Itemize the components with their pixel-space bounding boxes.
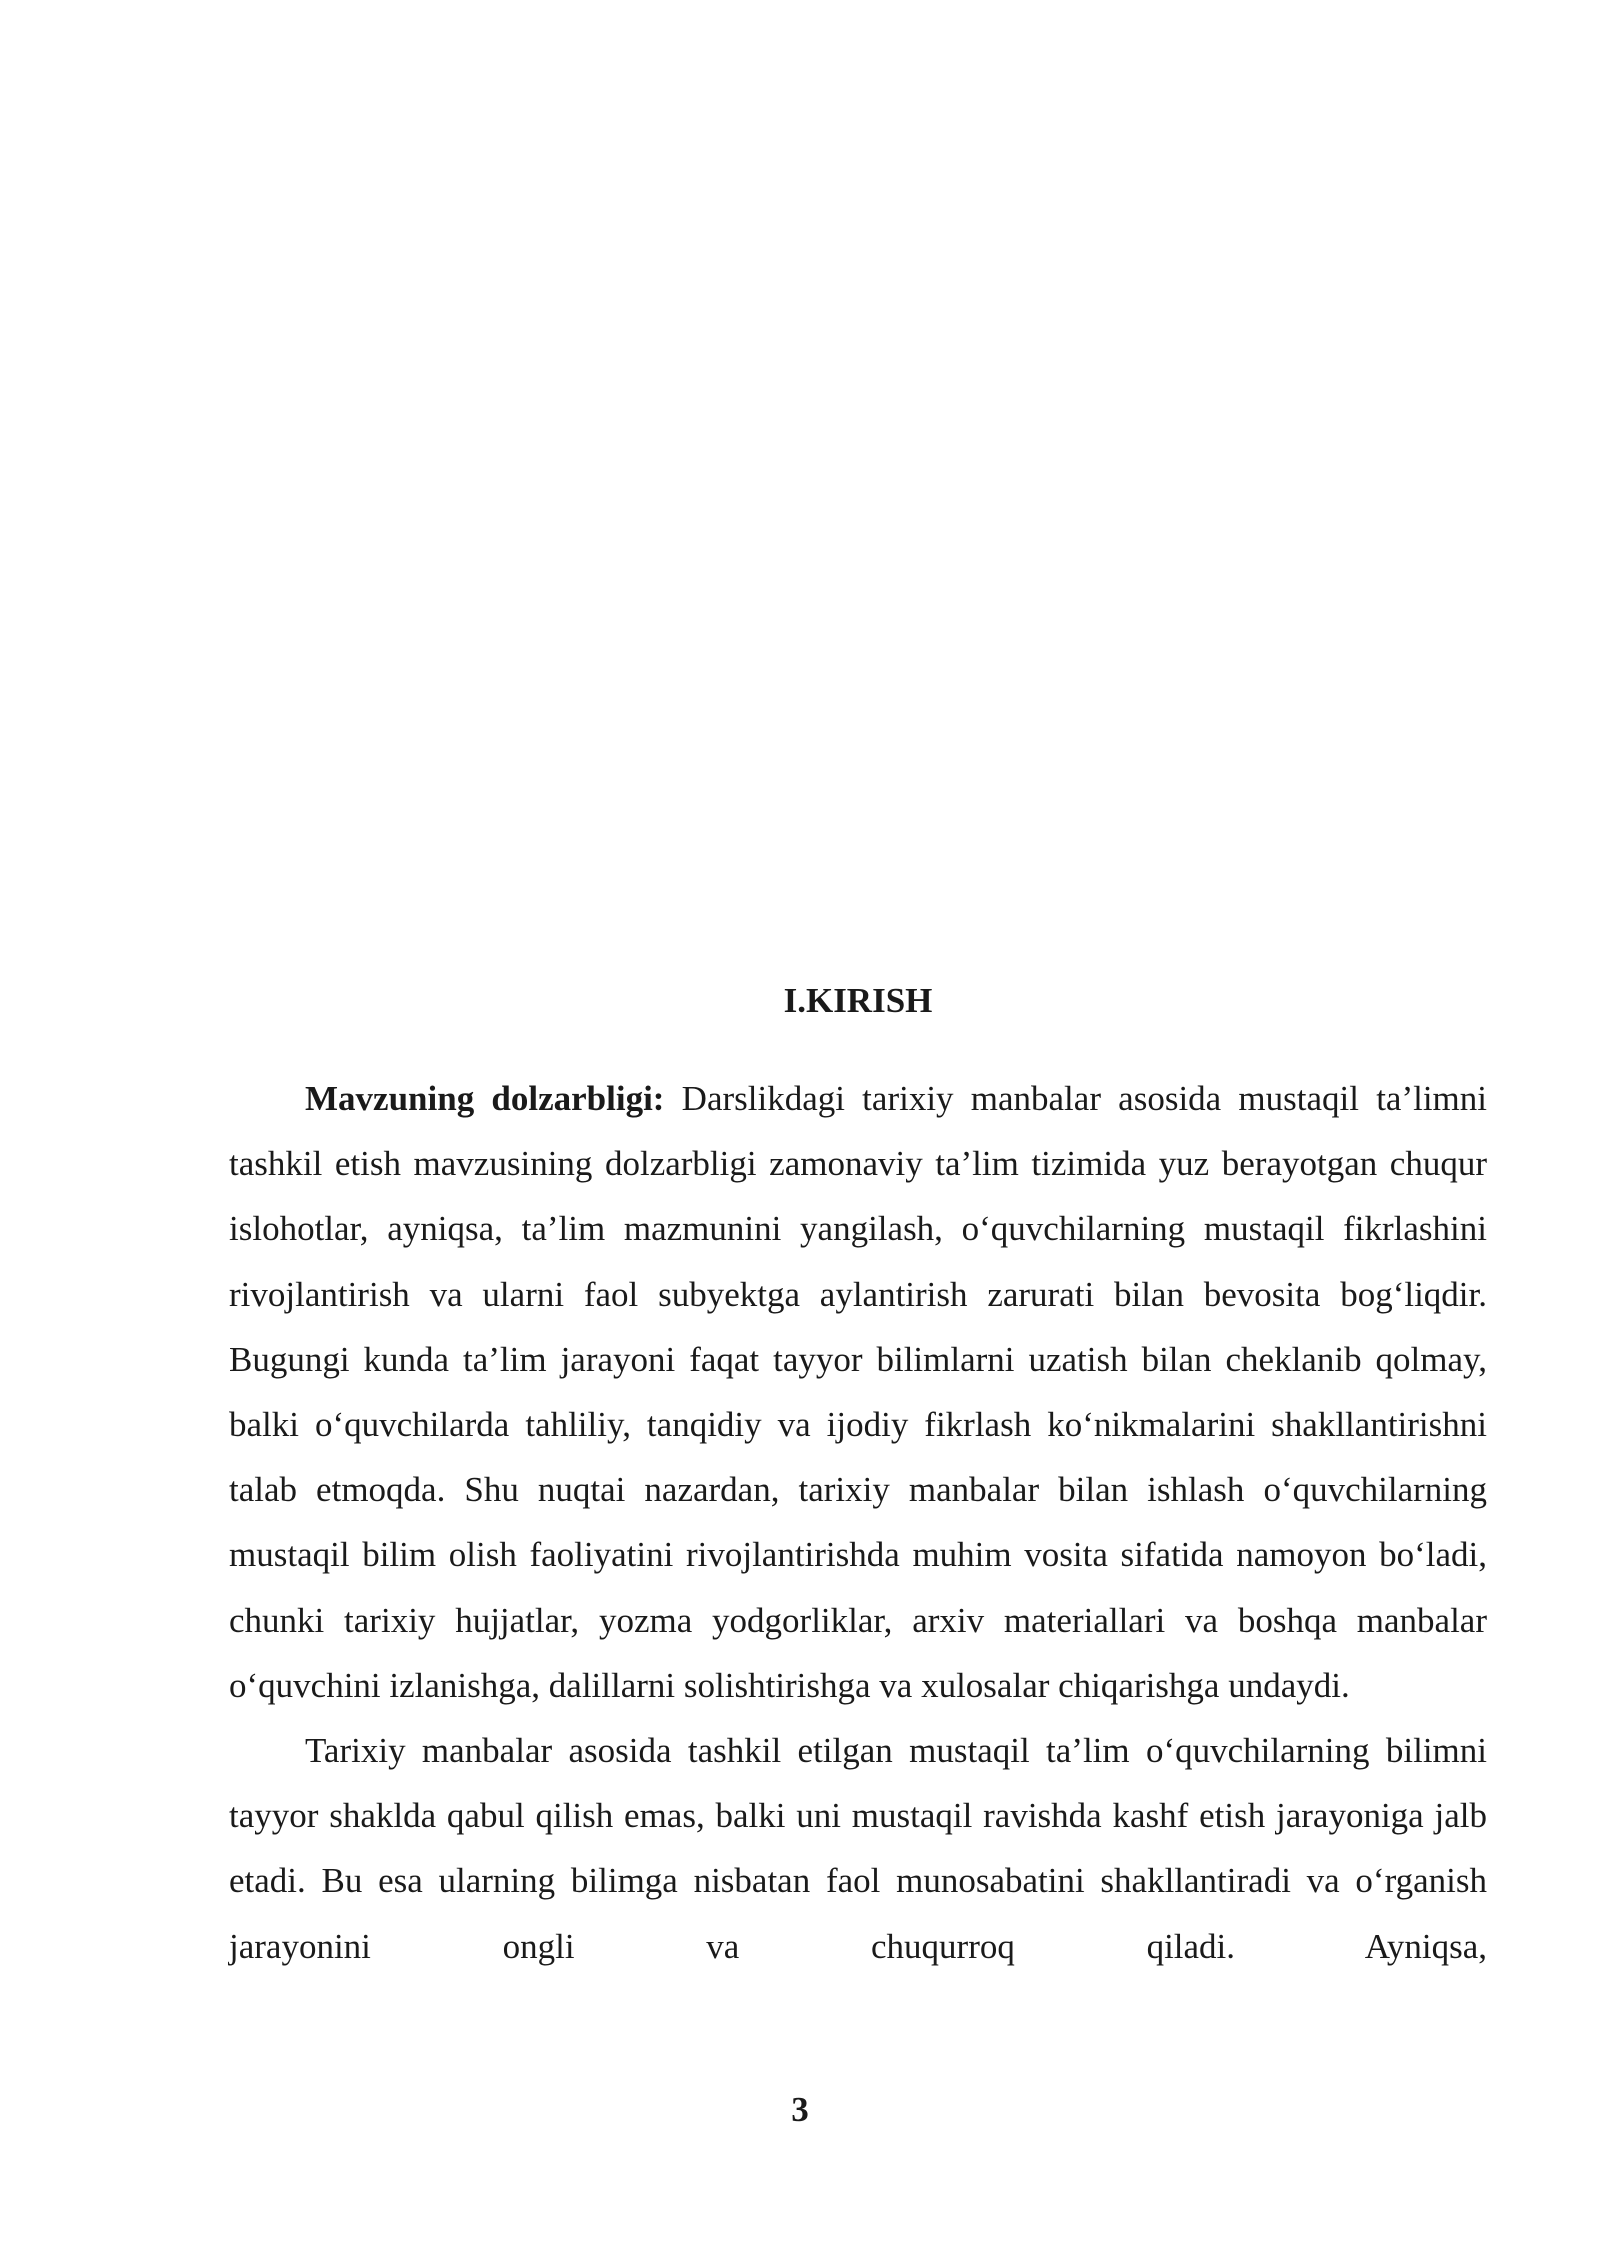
paragraph-independent-learning bbox=[229, 1718, 1487, 1979]
page-number: 3 bbox=[791, 2090, 809, 2129]
body-text bbox=[229, 1066, 1487, 1979]
paragraph-text: Tarixiy manbalar asosida tashkil etilgan mustaqil ta’lim o‘quvchilarning bilimni tayyor shaklda qabul qilish emas, balki uni mustaqil ravishda kashf etish jarayoniga jalb etadi. Bu esa ularning bilimga nisbatan faol munosabatini shakllantiradi va o‘rganish jarayonini ongli va chuqurroq qiladi. Ayniqsa, bbox=[229, 1731, 1487, 1966]
section-heading: I.KIRISH bbox=[783, 981, 933, 1020]
paragraph-text: Darslikdagi tarixiy manbalar asosida mustaqil ta’limni tashkil etish mavzusining dolzarbligi zamonaviy ta’lim tizimida yuz berayotgan chuqur islohotlar, ayniqsa, ta’lim mazmunini yangilash, o‘quvchilarning mustaqil fikrlashini rivojlantirish va ularni faol subyektga aylantirish zarurati bilan bevosita bog‘liqdir. Bugungi kunda ta’lim jarayoni faqat tayyor bilimlarni uzatish bilan cheklanib qolmay, balki o‘quvchilarda tahliliy, tanqidiy va ijodiy fikrlash ko‘nikmalarini shakllantirishni talab etmoqda. Shu nuqtai nazardan, tarixiy manbalar bilan ishlash o‘quvchilarning mustaqil bilim olish faoliyatini rivojlantirishda muhim vosita sifatida namoyon bo‘ladi, chunki tarixiy hujjatlar, yozma yodgorliklar, arxiv materiallari va boshqa manbalar o‘quvchini izlanishga, dalillarni solishtirishga va xulosalar chiqarishga undaydi. bbox=[229, 1079, 1488, 1705]
paragraph-relevance bbox=[229, 1066, 1487, 1718]
paragraph-lead-label: Mavzuning dolzarbligi: bbox=[305, 1079, 665, 1118]
